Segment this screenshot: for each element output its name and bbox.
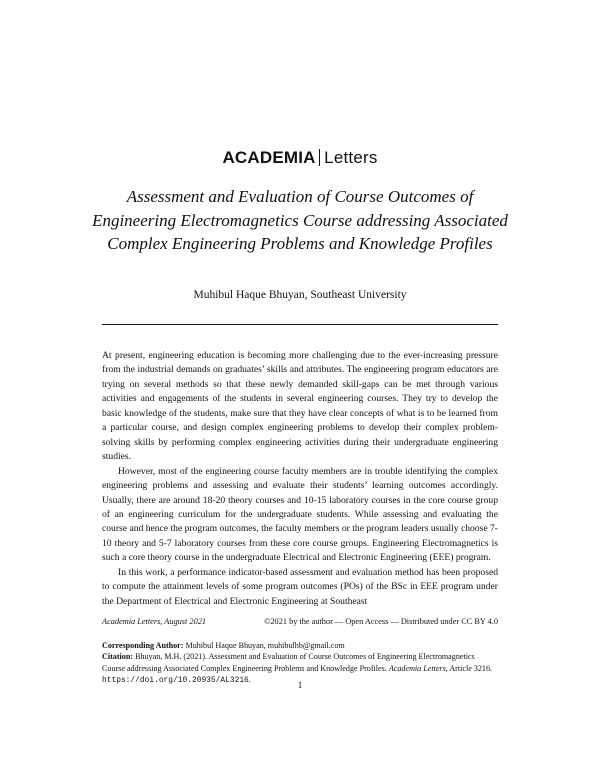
- citation-journal: Academia Letters: [388, 663, 446, 673]
- citation-label: Citation:: [102, 652, 134, 662]
- citation-end: .: [248, 675, 251, 685]
- article-title: Assessment and Evaluation of Course Outcomes of Engineering Electromagnetics Course addressing Associated Complex Engineering Problems and Knowledge Profiles: [92, 187, 508, 253]
- corresponding-author: [102, 640, 498, 651]
- masthead-section: Letters: [324, 148, 378, 167]
- citation-text: Bhuyan, M.H. (2021). Assessment and Evaluation of Course Outcomes of Engineering Electromagnetics Course addressing Associated Complex Engineering Problems and Knowledge Profiles.: [102, 652, 475, 673]
- corresponding-author-value: Muhibul Haque Bhuyan, muhibulhb@gmail.com: [185, 641, 345, 650]
- footer-journal: Academia Letters, August 2021: [102, 617, 207, 626]
- masthead: [0, 148, 600, 168]
- citation-article: , Article 3216.: [445, 663, 493, 673]
- masthead-brand: ACADEMIA: [222, 148, 316, 167]
- title-divider: [102, 324, 498, 325]
- corresponding-author-label: Corresponding Author:: [102, 641, 184, 650]
- citation-doi-link[interactable]: https://doi.org/10.20935/AL3216: [102, 676, 249, 686]
- body-paragraph: At present, engineering education is becoming more challenging due to the ever-increasing pressure from the industrial demands on graduates’ skills and attributes. The engineering program educators are trying on several methods so that these newly demanded skill-gaps can be met through various activities and engagements of the students in several engineering courses. They try to develop the basic knowledge of the students, make sure that they have clear concepts of what is to be learned from a particular course, and design complex engineering problems to develop their complex problem-solving skills by performing complex engineering activities during their undergraduate engineering studies.: [102, 350, 498, 463]
- article-body: [102, 349, 498, 609]
- author-line: Muhibul Haque Bhuyan, Southeast University: [193, 289, 407, 301]
- body-paragraph: In this work, a performance indicator-based assessment and evaluation method has been proposed to compute the attainment levels of some program outcomes (POs) of the BSc in EEE program under the Department of Electrical and Electronic Engineering at Southeast: [102, 566, 498, 607]
- body-paragraph: However, most of the engineering course faculty members are in trouble identifying the complex engineering problems and assessing and evaluate their students’ learning outcomes accordingly. Usually, there are around 18-20 theory courses and 10-15 laboratory courses in the core course group of an engineering curriculum for the undergraduate students. While assessing and evaluating the course and hence the program outcomes, the faculty members or the program leaders usually choose 7-10 theory and 5-7 laboratory courses from these core course groups. Engineering Electromagnetics is such a core theory course in the undergraduate Electrical and Electronic Engineering (EEE) program.: [102, 465, 498, 564]
- footer-license: ©2021 by the author — Open Access — Distributed under CC BY 4.0: [264, 617, 498, 626]
- masthead-divider: [319, 149, 321, 166]
- footer-line: [102, 617, 498, 626]
- page-number: 1: [297, 680, 303, 690]
